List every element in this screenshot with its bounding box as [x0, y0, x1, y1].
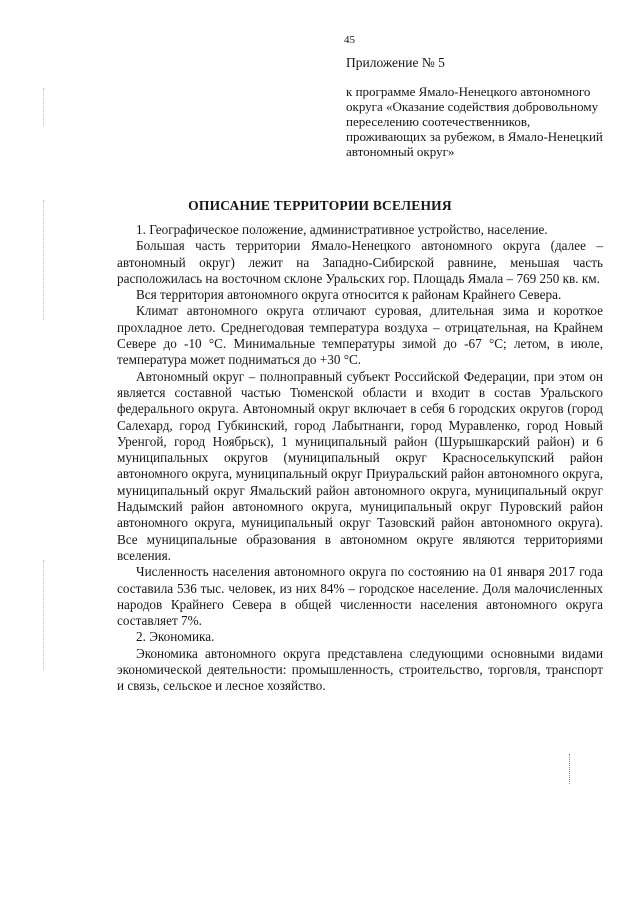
- document-title: ОПИСАНИЕ ТЕРРИТОРИИ ВСЕЛЕНИЯ: [188, 198, 452, 213]
- scan-edge-mark: [43, 88, 45, 126]
- paragraph-section-1-heading: 1. Географическое положение, административное устройство, население.: [136, 222, 548, 237]
- paragraph-economy: Экономика автономного округа представлена следующими основными видами экономической деятельности: промышленность, строительство, торговля, транспорт и связь, сельское и лесное хозяйство.: [117, 645, 603, 694]
- paragraph-administration: Автономный округ – полноправный субъект Российской Федерации, при этом он является составной частью Тюменской области и входит в состав Уральского федерального округа. Автономный округ включает в себя 6 городских округов (город Салехард, город Губкинский, город Лабытнанги, город Муравленко, город Новый Уренгой, город Ноябрьск), 1 муниципальный район (Шурышкарский район) и 6 муниципальных округов (муниципальный округ Красноселькупский район автономного округа, муниципальный округ Приуральский район автономного округа, муниципальный округ Ямальский район автономного округа, муниципальный округ Надымский район автономного округа, муниципальный округ Пуровский район автономного округа, муниципальный округ Тазовский район автономного округа). Все муниципальные образования в автономном округе являются территориями вселения.: [117, 368, 603, 563]
- page-number: 45: [344, 34, 355, 46]
- scan-edge-mark: [43, 560, 45, 670]
- scan-corner-mark: [569, 754, 571, 784]
- paragraph-far-north: Вся территория автономного округа относится к районам Крайнего Севера.: [136, 287, 562, 303]
- paragraph-population: Численность населения автономного округа по состоянию на 01 января 2017 года составила 536 тыс. человек, из них 84% – городское население. Доля малочисленных народов Крайнего Севера в общей численности населения автономного округа составляет 7%.: [117, 564, 603, 629]
- paragraph-climate: Климат автономного округа отличают суровая, длительная зима и короткое прохладное лето. Среднегодовая температура воздуха – отрицательная, на Крайнем Севере до -10 °С. Минимальные температуры зимой до -67 °С; летом, в июле, температура может подниматься до +30 °С.: [117, 303, 603, 368]
- scan-edge-mark: [43, 200, 45, 320]
- appendix-subtitle: к программе Ямало-Ненецкого автономного округа «Оказание содействия добровольному переселению соотечественников, проживающих за рубежом, в Ямало-Ненецкий автономный округ»: [346, 84, 603, 159]
- document-body: [117, 222, 603, 695]
- appendix-title: Приложение № 5: [346, 55, 445, 70]
- paragraph-section-2-heading: 2. Экономика.: [136, 629, 215, 645]
- appendix-header: [346, 55, 608, 159]
- paragraph-territory: Большая часть территории Ямало-Ненецкого автономного округа (далее – автономный округ) лежит на Западно-Сибирской равнине, меньшая часть расположилась на восточном склоне Уральских гор. Площадь Ямала – 769 250 кв. км.: [117, 238, 603, 286]
